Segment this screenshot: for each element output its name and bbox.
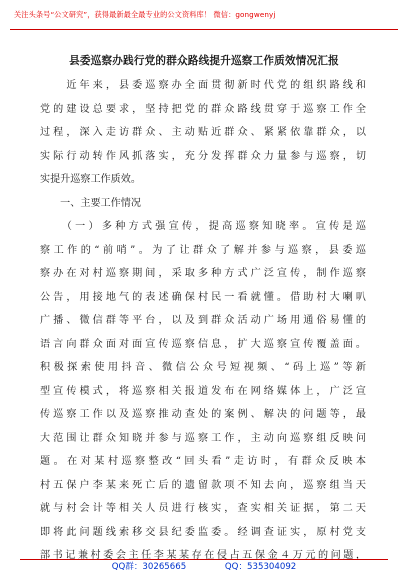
text-line: 型宣传模式，将巡察相关报道发布在网络媒体上，广泛宣	[40, 385, 366, 397]
text-line: 公告，用接地气的表述确保村民一看就懂。借助村大喇叭	[40, 291, 366, 303]
text-line: 语言向群众面对面宣传巡察信息，扩大巡察宣传覆盖面。	[40, 338, 366, 350]
text-line: 部书记兼村委会主任李某某存在侵占五保金４万元的问题，	[40, 550, 366, 561]
text-line: 即将此问题线索移交县纪委监委。经调查证实，原村党支	[40, 526, 366, 538]
text-line: 察工作的“前哨”。为了让群众了解并参与巡察，县委巡	[40, 244, 366, 256]
text-line: 传巡察工作以及巡察推动查处的案例、解决的问题等，最	[40, 409, 366, 420]
document-body	[40, 74, 366, 568]
text-line: 实际行动转作风抓落实，充分发挥群众力量参与巡察，切	[40, 150, 366, 162]
text-line: 就与村会计等相关人员进行核实，查实相关证据，第二天	[40, 503, 366, 514]
footer-qq: QQ：535304092	[224, 562, 297, 572]
text-line: 一、主要工作情况	[40, 197, 141, 209]
footer-qq-group: QQ群：30265665	[111, 562, 187, 572]
text-line: 广播、微信群等平台，以及到群众活动广场用通俗易懂的	[40, 315, 366, 326]
header-divider	[10, 29, 398, 30]
text-line: 党的建设总要求，坚持把党的群众路线贯穿于巡察工作全	[40, 103, 366, 115]
document-title: 县委巡察办践行党的群众路线提升巡察工作质效情况汇报	[69, 55, 339, 67]
text-line: 题。在对某村巡察整改“回头看”走访时，有群众反映本	[40, 456, 366, 467]
promo-banner: 关注头条号“公文研究”，获得最新最全最专业的公文资料库！ 微信：gongwenyj	[14, 10, 276, 19]
footer-contacts	[0, 561, 408, 574]
text-line: 实提升巡察工作质效。	[40, 174, 141, 185]
text-line: 积极探索使用抖音、微信公众号短视频、“码上巡”等新	[40, 362, 366, 373]
text-line: 大范围让群众知晓并参与巡察工作，主动向巡察组反映问	[40, 432, 366, 444]
text-line: 近年来，县委巡察办全面贯彻新时代党的组织路线和	[40, 80, 366, 91]
text-line: 村五保户李某来死亡后的遗留款项不知去向，巡察组当天	[40, 479, 366, 491]
footer-divider	[20, 559, 388, 560]
text-line: （一）多种方式强宣传，提高巡察知晓率。宣传是巡	[40, 221, 366, 232]
text-line: 察办在对村巡察期间，采取多种方式广泛宣传，制作巡察	[40, 268, 366, 279]
text-line: 过程，深入走访群众、主动贴近群众、紧紧依靠群众，以	[40, 127, 366, 138]
